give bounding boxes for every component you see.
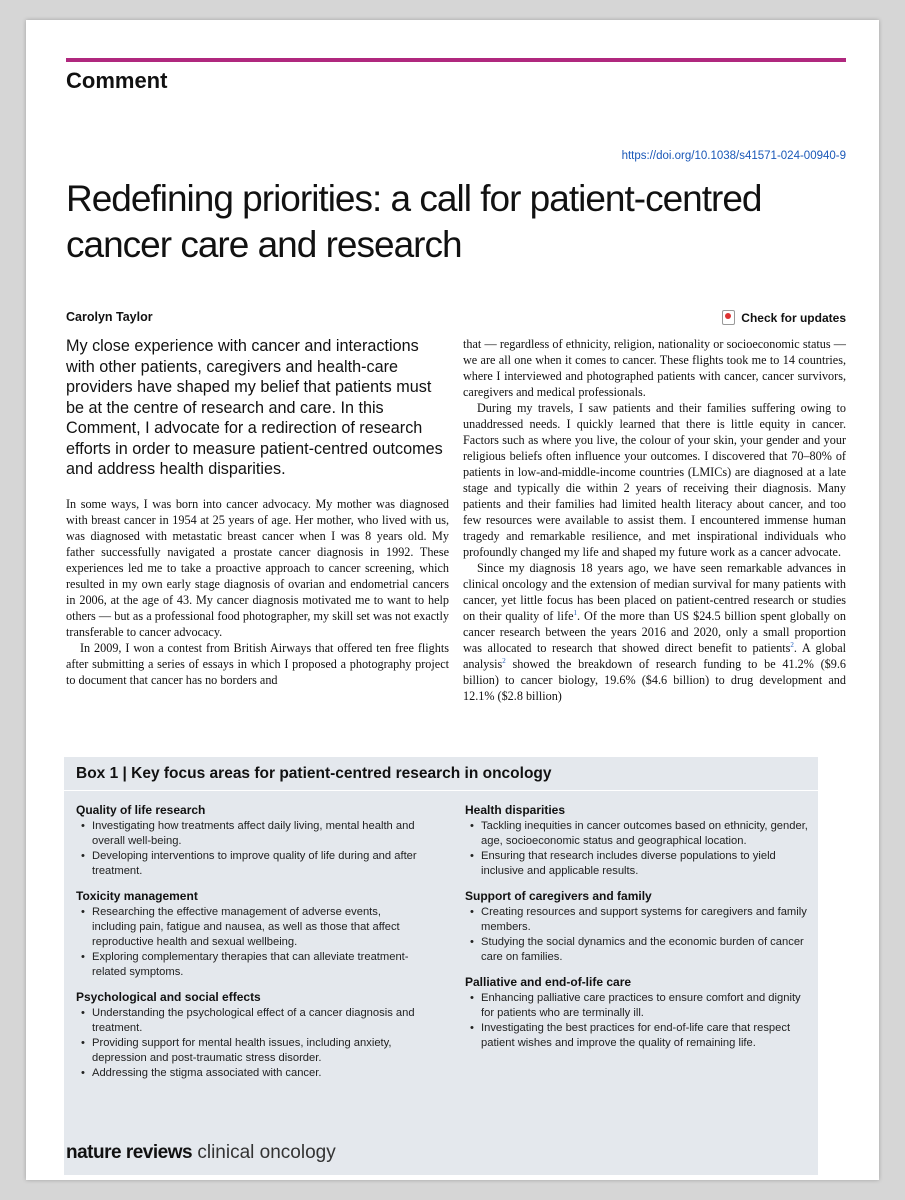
check-updates-icon <box>722 310 735 325</box>
body-text: Since my diagnosis 18 years ago, we have seen remarkable advances in clinical oncology and the extension of median survival for many patients with cancer, yet little focus has been placed on patient-centred research or studies on their quality of life <box>463 561 846 623</box>
box-section-title: Support of caregivers and family <box>465 889 652 903</box>
box-list-item: • Creating resources and support systems for caregivers and family members. <box>481 905 815 935</box>
box-list-item: • Researching the effective management of adverse events, including pain, fatigue and nausea, as well as those that affect reproductive health and sexual wellbeing. <box>92 905 426 950</box>
box-section-title: Quality of life research <box>76 803 206 817</box>
body-text: showed the breakdown of research funding to be 41.2% ($9.6 billion) to cancer biology, 19.6% ($4.6 billion) to drug development and 12.1% ($2.8 billion) <box>463 657 846 703</box>
body-text: . Of the more than US $24.5 billion spent globally on cancer research between the years 2016 and 2020, only a small proportion was allocated to research that showed direct benefit to patients <box>463 609 846 655</box>
box-list-item: • Providing support for mental health issues, including anxiety, depression and post-traumatic stress disorder. <box>92 1036 426 1066</box>
body-paragraph: that — regardless of ethnicity, religion, nationality or socioeconomic status — we are all one when it comes to cancer. These flights took me to 14 countries, where I interviewed and photographed patients with cancer, cancer survivors, caregivers and medical professionals. <box>463 337 846 399</box>
body-paragraph: During my travels, I saw patients and their families suffering owing to unaddressed needs. I quickly learned that there is little equity in cancer. Factors such as where you live, the colour of your skin, your gender and your religious beliefs often influence your outcomes. I discovered that 70–80% of patients in low-and-middle-income countries (LMICs) are diagnosed at a late stage and typically die within 2 years of receiving their diagnosis. Many patients and their families had limited health literacy about cancer, and too few resources were available to assist them. I encountered immense human tragedy and remarkable resilience, and met inspirational individuals who profoundly changed my life and shaped my future work as a cancer advocate. <box>463 401 846 559</box>
body-paragraph <box>463 560 846 704</box>
journal-brand-light: clinical oncology <box>197 1142 336 1163</box>
left-column <box>66 336 449 688</box>
body-text: . A global analysis <box>463 641 846 671</box>
box-section <box>465 889 815 965</box>
box-section <box>465 803 815 879</box>
box-list-item: • Investigating the best practices for end-of-life care that respect patient wishes and improve the quality of remaining life. <box>481 1021 815 1051</box>
box-list-item: • Studying the social dynamics and the economic burden of cancer care on families. <box>481 935 815 965</box>
box-section-title: Toxicity management <box>76 889 198 903</box>
box-section <box>76 803 426 879</box>
box-header <box>64 757 818 791</box>
box-list-item: • Enhancing palliative care practices to ensure comfort and dignity for patients who are terminally ill. <box>481 991 815 1021</box>
reference-link[interactable]: 1 <box>573 608 578 617</box>
article-title: Redefining priorities: a call for patient-centred cancer care and research <box>66 178 762 265</box>
box-left-column <box>76 803 426 1091</box>
box-list-item: • Understanding the psychological effect of a cancer diagnosis and treatment. <box>92 1006 426 1036</box>
box-list-item: • Tackling inequities in cancer outcomes based on ethnicity, gender, age, socioeconomic status and geographical location. <box>481 819 815 849</box>
body-paragraph: In 2009, I won a contest from British Airways that offered ten free flights after submitting a series of essays in which I proposed a photography project to document that cancer has no borders and <box>66 640 449 687</box>
box-section-title: Palliative and end-of-life care <box>465 975 632 989</box>
check-updates-label: Check for updates <box>741 310 846 325</box>
box-right-column <box>465 803 815 1061</box>
section-label: Comment <box>66 68 168 93</box>
box-title: Box 1 | Key focus areas for patient-centred research in oncology <box>76 765 552 782</box>
box-list-item: • Developing interventions to improve quality of life during and after treatment. <box>92 849 426 879</box>
body-paragraph: In some ways, I was born into cancer advocacy. My mother was diagnosed with breast cancer in 1954 at 25 years of age. Her mother, who lived with us, was diagnosed with metastatic breast cancer when I was 8 years old. My father successfully navigated a prostate cancer diagnosis in 1992. These experiences led me to take a proactive approach to cancer screening, which resulted in my own early stage diagnosis of ovarian and endometrial cancers in 2006, at the age of 43. My cancer diagnosis motivated me to want to help others — but as a professional food photographer, my skill set was not exactly transferable to cancer advocacy. <box>66 496 449 639</box>
right-column <box>463 336 846 704</box>
box-list-item: • Ensuring that research includes diverse populations to yield inclusive and applicable results. <box>481 849 815 879</box>
box-list-item: • Investigating how treatments affect daily living, mental health and overall well-being. <box>92 819 426 849</box>
check-updates-button[interactable] <box>722 310 846 325</box>
box-section <box>76 889 426 980</box>
reference-link[interactable]: 2 <box>502 656 506 665</box>
box-section-title: Psychological and social effects <box>76 990 261 1004</box>
journal-footer <box>66 1142 336 1164</box>
author-name[interactable]: Carolyn Taylor <box>66 310 153 324</box>
journal-brand-bold: nature reviews <box>66 1142 193 1163</box>
box-section <box>76 990 426 1081</box>
journal-page <box>26 20 879 1180</box>
focus-areas-box <box>64 757 818 1175</box>
box-section-title: Health disparities <box>465 803 566 817</box>
box-list-item: • Addressing the stigma associated with cancer. <box>92 1066 426 1081</box>
standfirst: My close experience with cancer and interactions with other patients, caregivers and health-care providers have shaped my belief that patients must be at the centre of research and care. In this Comment, I advocate for a redirection of research efforts in order to measure patient-centred outcomes and address health disparities. <box>66 337 443 478</box>
magenta-rule <box>66 58 846 62</box>
box-list-item: • Exploring complementary therapies that can alleviate treatment-related symptoms. <box>92 950 426 980</box>
doi-link[interactable]: https://doi.org/10.1038/s41571-024-00940-9 <box>621 150 846 162</box>
box-section <box>465 975 815 1051</box>
reference-link[interactable]: 2 <box>790 640 794 649</box>
